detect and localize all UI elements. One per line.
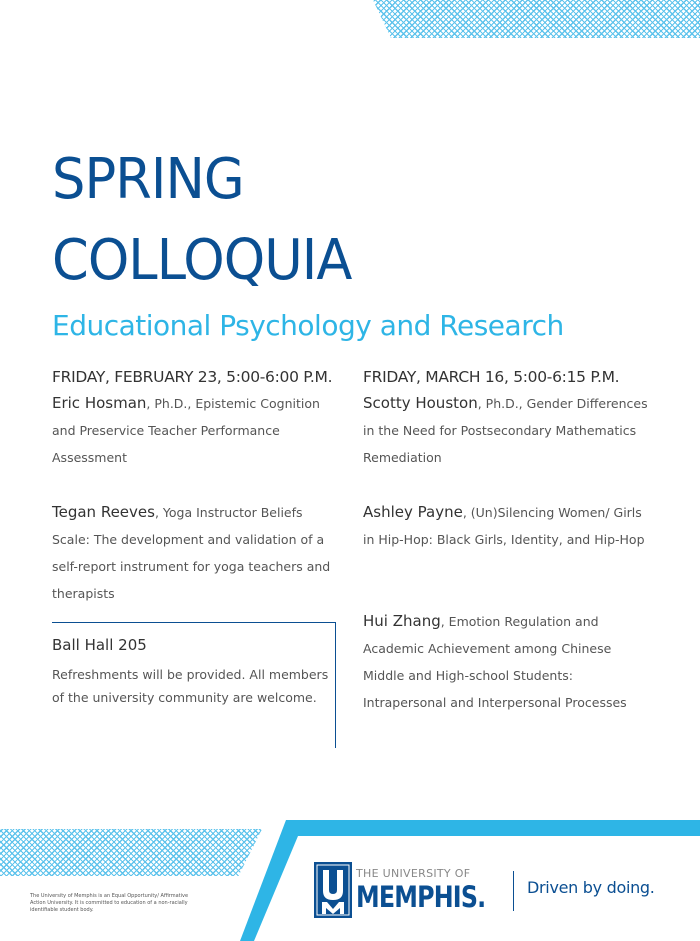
venue-note: Refreshments will be provided. All members of the university community are welcome. (52, 667, 329, 705)
speaker-name: Tegan Reeves (52, 503, 155, 521)
top-hatch-pattern (373, 0, 700, 38)
bottom-hatch-pattern (0, 829, 262, 876)
talk-entry-zhang (363, 608, 653, 716)
talk-entry-hosman (52, 390, 337, 471)
title-line-spring: SPRING (52, 147, 244, 212)
venue-location: Ball Hall 205 (52, 636, 147, 654)
talk-entry-houston (363, 390, 648, 471)
talk-entry-reeves (52, 499, 337, 607)
logo-divider (513, 871, 514, 911)
speaker-name: Scotty Houston (363, 394, 478, 412)
talk-topic: , Emotion Regulation and Academic Achievement among Chinese Middle and High-school Students: Intrapersonal and Interpersonal Processes (363, 614, 627, 710)
talk-topic: , Ph.D., Epistemic Cognition and Preservice Teacher Performance Assessment (52, 396, 320, 465)
university-tagline: Driven by doing. (527, 878, 655, 897)
talk-topic: , (Un)Silencing Women/ Girls in Hip-Hop: Black Girls, Identity, and Hip-Hop (363, 505, 645, 547)
eeo-statement: The University of Memphis is an Equal Opportunity/ Affirmative Action University. It is committed to education of a non-racially identifiable student body. (30, 893, 189, 913)
speaker-name: Ashley Payne (363, 503, 463, 521)
department-subtitle: Educational Psychology and Research (52, 309, 564, 342)
speaker-name: Hui Zhang (363, 612, 441, 630)
session-date-march: FRIDAY, MARCH 16, 5:00-6:15 P.M. (363, 368, 620, 386)
university-prefix: THE UNIVERSITY OF (356, 867, 471, 880)
speaker-name: Eric Hosman (52, 394, 147, 412)
title-line-colloquia: COLLOQUIA (52, 228, 352, 293)
talk-topic: , Yoga Instructor Beliefs Scale: The development and validation of a self-report instrument for yoga teachers and therapists (52, 505, 331, 601)
university-wordmark: MEMPHIS. (356, 880, 486, 914)
session-date-february: FRIDAY, FEBRUARY 23, 5:00-6:00 P.M. (52, 368, 333, 386)
talk-topic: , Ph.D., Gender Differences in the Need for Postsecondary Mathematics Remediation (363, 396, 648, 465)
university-logo-mark (314, 862, 352, 918)
talk-entry-payne (363, 499, 648, 553)
